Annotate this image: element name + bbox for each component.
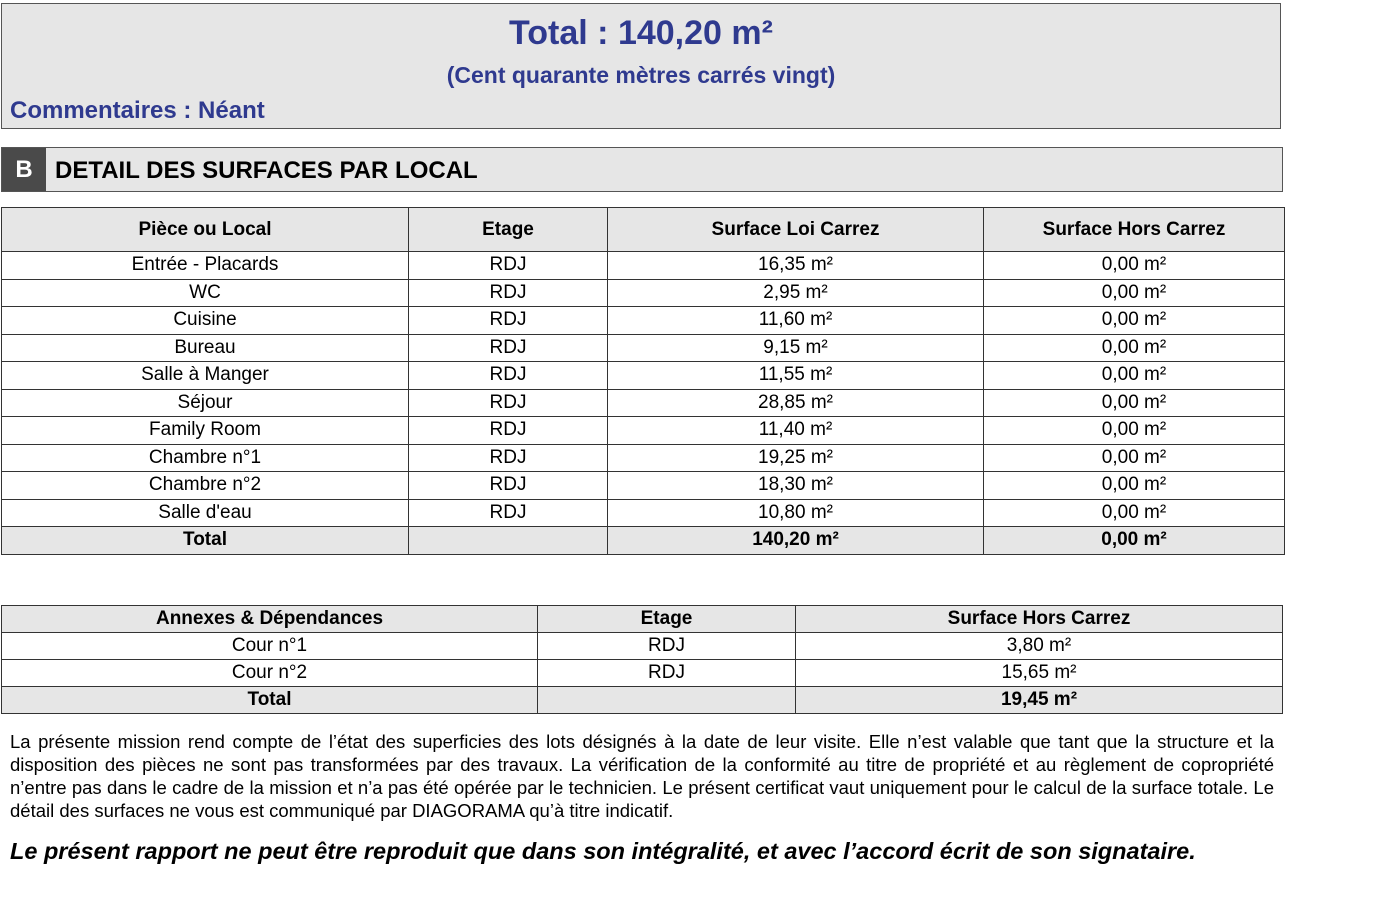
total-cell: 0,00 m² — [984, 527, 1285, 555]
comments: Commentaires : Néant — [10, 97, 265, 124]
table-cell: 0,00 m² — [984, 362, 1285, 390]
table-cell: 0,00 m² — [984, 472, 1285, 500]
table-cell: 11,40 m² — [608, 417, 984, 445]
table-cell: 0,00 m² — [984, 334, 1285, 362]
table-cell: 0,00 m² — [984, 417, 1285, 445]
total-row — [2, 687, 1283, 714]
table-row — [2, 633, 1283, 660]
table-cell: Chambre n°2 — [2, 472, 409, 500]
table-row — [2, 444, 1285, 472]
table-header-row — [2, 606, 1283, 633]
rooms-table — [1, 207, 1285, 555]
table-cell: 9,15 m² — [608, 334, 984, 362]
table-cell: 0,00 m² — [984, 499, 1285, 527]
table-cell: 28,85 m² — [608, 389, 984, 417]
table-cell: RDJ — [409, 499, 608, 527]
total-cell — [538, 687, 796, 714]
table-cell: 19,25 m² — [608, 444, 984, 472]
table-cell: RDJ — [538, 633, 796, 660]
reproduction-notice: Le présent rapport ne peut être reproduit que dans son intégralité, et avec l’accord écrit de son signataire. — [10, 838, 1196, 864]
section-header — [1, 147, 1283, 192]
table-cell: RDJ — [409, 389, 608, 417]
total-cell: Total — [2, 527, 409, 555]
column-header: Surface Loi Carrez — [608, 208, 984, 252]
total-cell: 19,45 m² — [796, 687, 1283, 714]
table-row — [2, 307, 1285, 335]
table-cell: 11,60 m² — [608, 307, 984, 335]
table-cell: RDJ — [409, 334, 608, 362]
table-cell: 10,80 m² — [608, 499, 984, 527]
table-cell: 0,00 m² — [984, 252, 1285, 280]
table-cell: Cuisine — [2, 307, 409, 335]
table-cell: Bureau — [2, 334, 409, 362]
table-cell: 3,80 m² — [796, 633, 1283, 660]
table-cell: 18,30 m² — [608, 472, 984, 500]
table-row — [2, 417, 1285, 445]
total-surface: Total : 140,20 m² — [509, 14, 773, 52]
table-cell: RDJ — [409, 417, 608, 445]
column-header: Surface Hors Carrez — [796, 606, 1283, 633]
column-header: Surface Hors Carrez — [984, 208, 1285, 252]
table-cell: Cour n°1 — [2, 633, 538, 660]
table-header-row — [2, 208, 1285, 252]
table-cell: Entrée - Placards — [2, 252, 409, 280]
table-cell: 16,35 m² — [608, 252, 984, 280]
table-row — [2, 499, 1285, 527]
table-cell: Chambre n°1 — [2, 444, 409, 472]
table-cell: RDJ — [409, 362, 608, 390]
table-cell: 15,65 m² — [796, 660, 1283, 687]
table-row — [2, 389, 1285, 417]
table-cell: RDJ — [409, 252, 608, 280]
table-cell: Family Room — [2, 417, 409, 445]
table-cell: RDJ — [409, 279, 608, 307]
table-row — [2, 362, 1285, 390]
table-row — [2, 660, 1283, 687]
table-cell: RDJ — [538, 660, 796, 687]
disclaimer-text: La présente mission rend compte de l’état des superficies des lots désignés à la date de leur visite. Elle n’est valable que tant que la structure et la disposition des pièces ne sont pas transformées par des travaux. La vérification de la conformité au titre de propriété et au règlement de copropriété n’entre pas dans le cadre de la mission et n’a pas été opérée par le technicien. Le présent certificat vaut uniquement pour le calcul de la surface totale. Le détail des surfaces ne vous est communiqué par DIAGORAMA qu’à titre indicatif. — [10, 731, 1274, 821]
annexes-table — [1, 605, 1283, 714]
total-cell — [409, 527, 608, 555]
table-row — [2, 472, 1285, 500]
table-cell: Salle à Manger — [2, 362, 409, 390]
table-cell: RDJ — [409, 444, 608, 472]
column-header: Etage — [538, 606, 796, 633]
section-letter: B — [2, 148, 46, 191]
table-cell: 0,00 m² — [984, 279, 1285, 307]
table-cell: 2,95 m² — [608, 279, 984, 307]
table-cell: 0,00 m² — [984, 389, 1285, 417]
total-row — [2, 527, 1285, 555]
table-cell: 0,00 m² — [984, 307, 1285, 335]
table-row — [2, 279, 1285, 307]
total-cell: 140,20 m² — [608, 527, 984, 555]
table-cell: Salle d'eau — [2, 499, 409, 527]
column-header: Pièce ou Local — [2, 208, 409, 252]
column-header: Etage — [409, 208, 608, 252]
table-cell: RDJ — [409, 307, 608, 335]
table-cell: RDJ — [409, 472, 608, 500]
table-cell: 0,00 m² — [984, 444, 1285, 472]
table-cell: WC — [2, 279, 409, 307]
table-cell: Cour n°2 — [2, 660, 538, 687]
table-cell: Séjour — [2, 389, 409, 417]
table-row — [2, 252, 1285, 280]
total-surface-words: (Cent quarante mètres carrés vingt) — [446, 62, 836, 88]
column-header: Annexes & Dépendances — [2, 606, 538, 633]
total-summary-box — [1, 3, 1281, 129]
total-cell: Total — [2, 687, 538, 714]
section-title: DETAIL DES SURFACES PAR LOCAL — [55, 157, 478, 184]
table-row — [2, 334, 1285, 362]
table-cell: 11,55 m² — [608, 362, 984, 390]
